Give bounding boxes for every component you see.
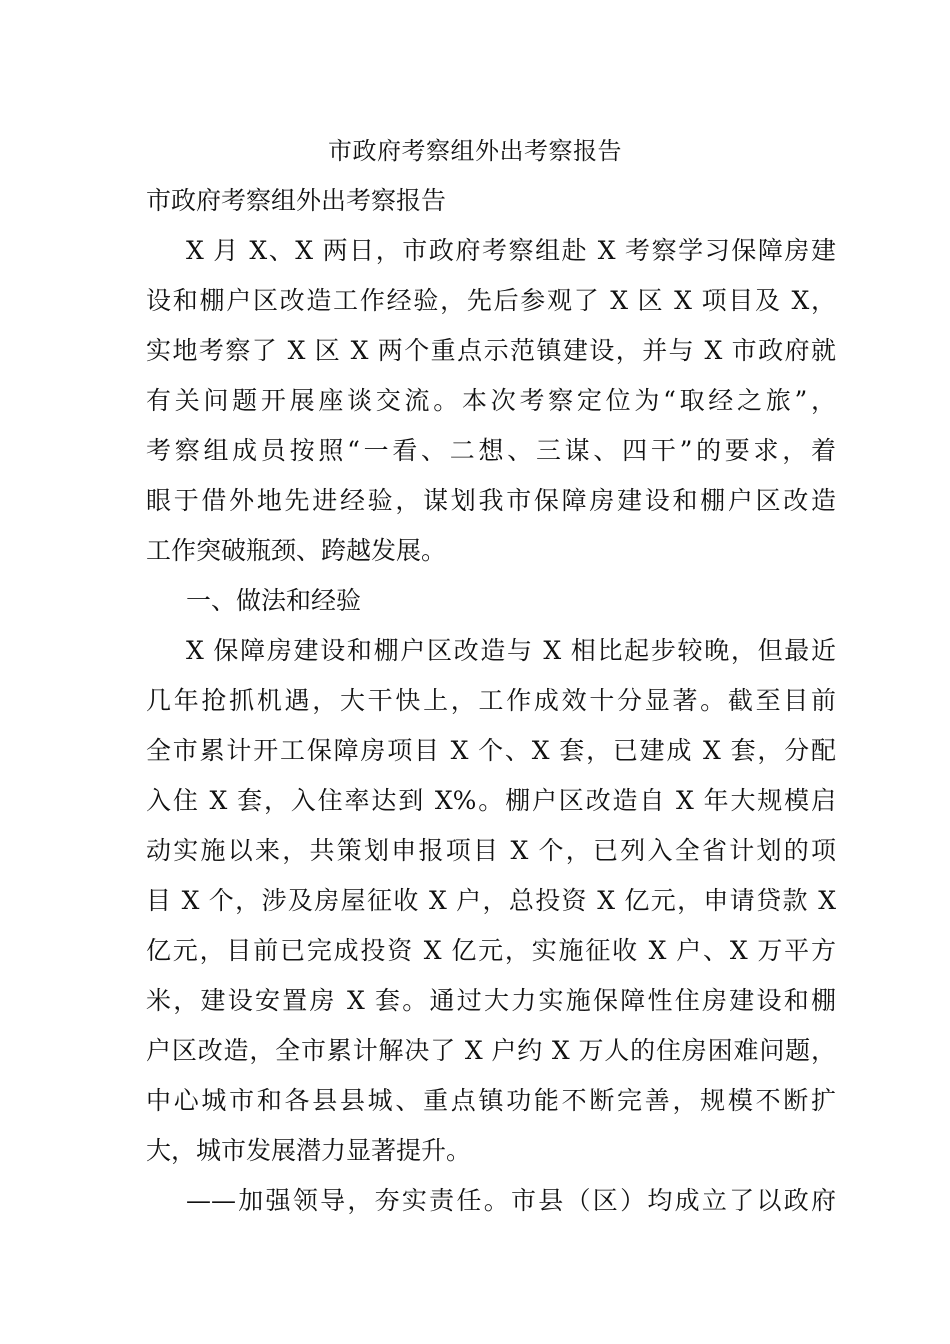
paragraph-line: 中心城市和各县县城、重点镇功能不断完善，规模不断扩 bbox=[146, 1086, 836, 1115]
paragraph-line: 有关问题开展座谈交流。本次考察定位为“取经之旅”， bbox=[146, 386, 836, 415]
document-title: 市政府考察组外出考察报告 bbox=[328, 137, 622, 165]
paragraph-line: X 月 X、X 两日，市政府考察组赴 X 考察学习保障房建 bbox=[186, 236, 836, 265]
paragraph-line: 米，建设安置房 X 套。通过大力实施保障性住房建设和棚 bbox=[146, 986, 836, 1015]
paragraph-line: 工作突破瓶颈、跨越发展。 bbox=[146, 536, 447, 565]
paragraph-line: X 保障房建设和棚户区改造与 X 相比起步较晚，但最近 bbox=[186, 636, 836, 665]
paragraph-line: 全市累计开工保障房项目 X 个、X 套，已建成 X 套，分配 bbox=[146, 736, 836, 765]
paragraph-line: 亿元，目前已完成投资 X 亿元，实施征收 X 户、X 万平方 bbox=[146, 936, 836, 965]
section-heading: 一、做法和经验 bbox=[186, 586, 362, 615]
paragraph-line: 考察组成员按照“一看、二想、三谋、四干”的要求，着 bbox=[146, 436, 836, 465]
paragraph-line: 设和棚户区改造工作经验，先后参观了 X 区 X 项目及 X， bbox=[146, 286, 836, 315]
doc-subtitle: 市政府考察组外出考察报告 bbox=[146, 186, 447, 215]
paragraph-line: ——加强领导，夯实责任。市县（区）均成立了以政府 bbox=[186, 1186, 836, 1215]
paragraph-line: 眼于借外地先进经验，谋划我市保障房建设和棚户区改造 bbox=[146, 486, 836, 515]
paragraph-line: 实地考察了 X 区 X 两个重点示范镇建设，并与 X 市政府就 bbox=[146, 336, 836, 365]
paragraph-line: 动实施以来，共策划申报项目 X 个，已列入全省计划的项 bbox=[146, 836, 836, 865]
paragraph-line: 入住 X 套，入住率达到 X%。棚户区改造自 X 年大规模启 bbox=[146, 786, 836, 815]
paragraph-line: 目 X 个，涉及房屋征收 X 户，总投资 X 亿元，申请贷款 X bbox=[146, 886, 836, 915]
paragraph-line: 户区改造，全市累计解决了 X 户约 X 万人的住房困难问题， bbox=[146, 1036, 836, 1065]
paragraph-line: 几年抢抓机遇，大干快上，工作成效十分显著。截至目前 bbox=[146, 686, 836, 715]
paragraph-line: 大，城市发展潜力显著提升。 bbox=[146, 1136, 472, 1165]
